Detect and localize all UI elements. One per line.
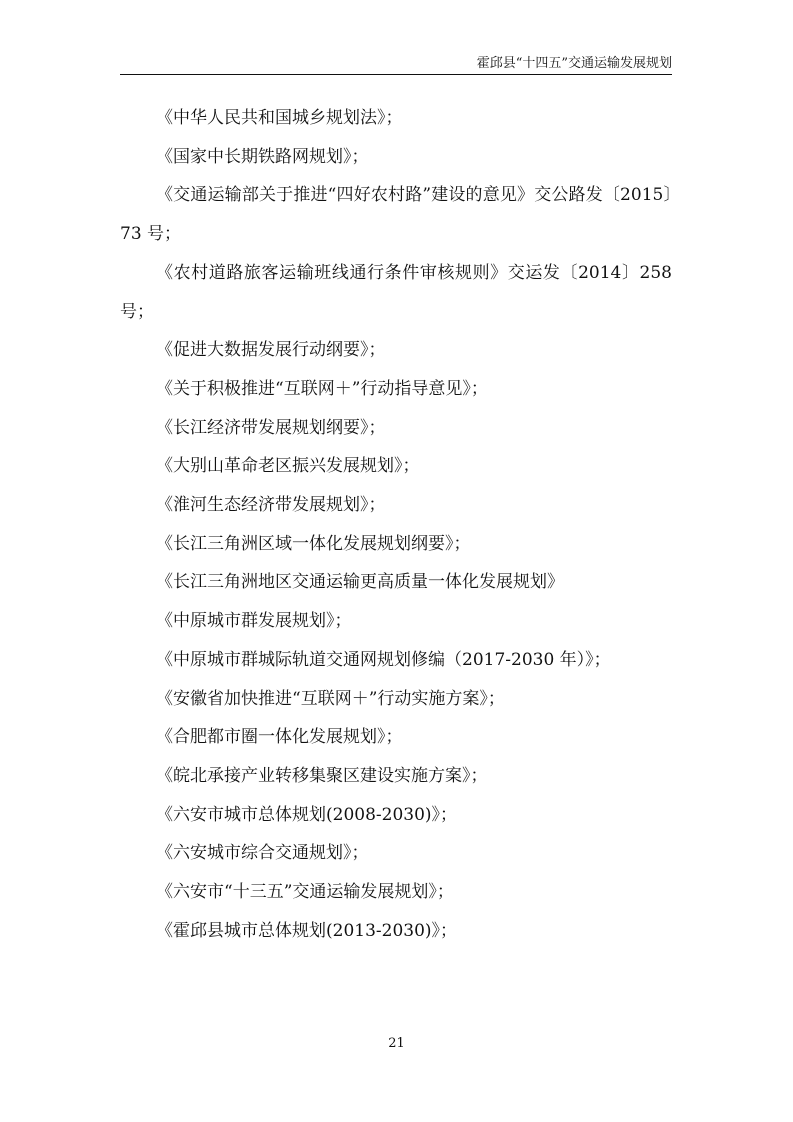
reference-item: 《长江经济带发展规划纲要》； [156,417,386,438]
reference-item: 《皖北承接产业转移集聚区建设实施方案》； [156,765,488,786]
header-rule [120,74,672,75]
reference-item: 《农村道路旅客运输班线通行条件审核规则》交运发〔2014〕258 号； [120,262,672,322]
reference-item: 《长江三角洲地区交通运输更高质量一体化发展规划》 [156,572,564,593]
reference-item: 《中原城市群城际轨道交通网规划修编（2017-2030 年）》； [156,649,611,670]
reference-item: 《霍邱县城市总体规划(2013-2030)》； [156,920,458,941]
reference-item: 《中原城市群发展规划》； [156,611,352,632]
reference-item: 《安徽省加快推进“互联网＋”行动实施方案》； [156,688,505,709]
reference-item: 《中华人民共和国城乡规划法》； [156,108,403,128]
reference-list [120,99,672,950]
running-header: 霍邱县“十四五”交通运输发展规划 [476,56,672,71]
reference-item: 《交通运输部关于推进“四好农村路”建设的意见》交公路发〔2015〕73 号； [120,185,672,245]
reference-item: 《淮河生态经济带发展规划》； [156,495,386,516]
reference-item: 《合肥都市圈一体化发展规划》； [156,727,403,748]
reference-item: 《六安市“十三五”交通运输发展规划》； [156,882,454,903]
reference-item: 《促进大数据发展行动纲要》； [156,340,386,361]
reference-item: 《六安市城市总体规划(2008-2030)》； [156,804,458,825]
page-number: 21 [388,1036,405,1051]
reference-item: 《六安城市综合交通规划》； [156,843,369,864]
reference-item: 《长江三角洲区域一体化发展规划纲要》； [156,533,471,554]
reference-item: 《国家中长期铁路网规划》； [156,146,369,167]
reference-item: 《大别山革命老区振兴发展规划》； [156,456,420,477]
reference-item: 《关于积极推进“互联网＋”行动指导意见》； [156,378,488,399]
